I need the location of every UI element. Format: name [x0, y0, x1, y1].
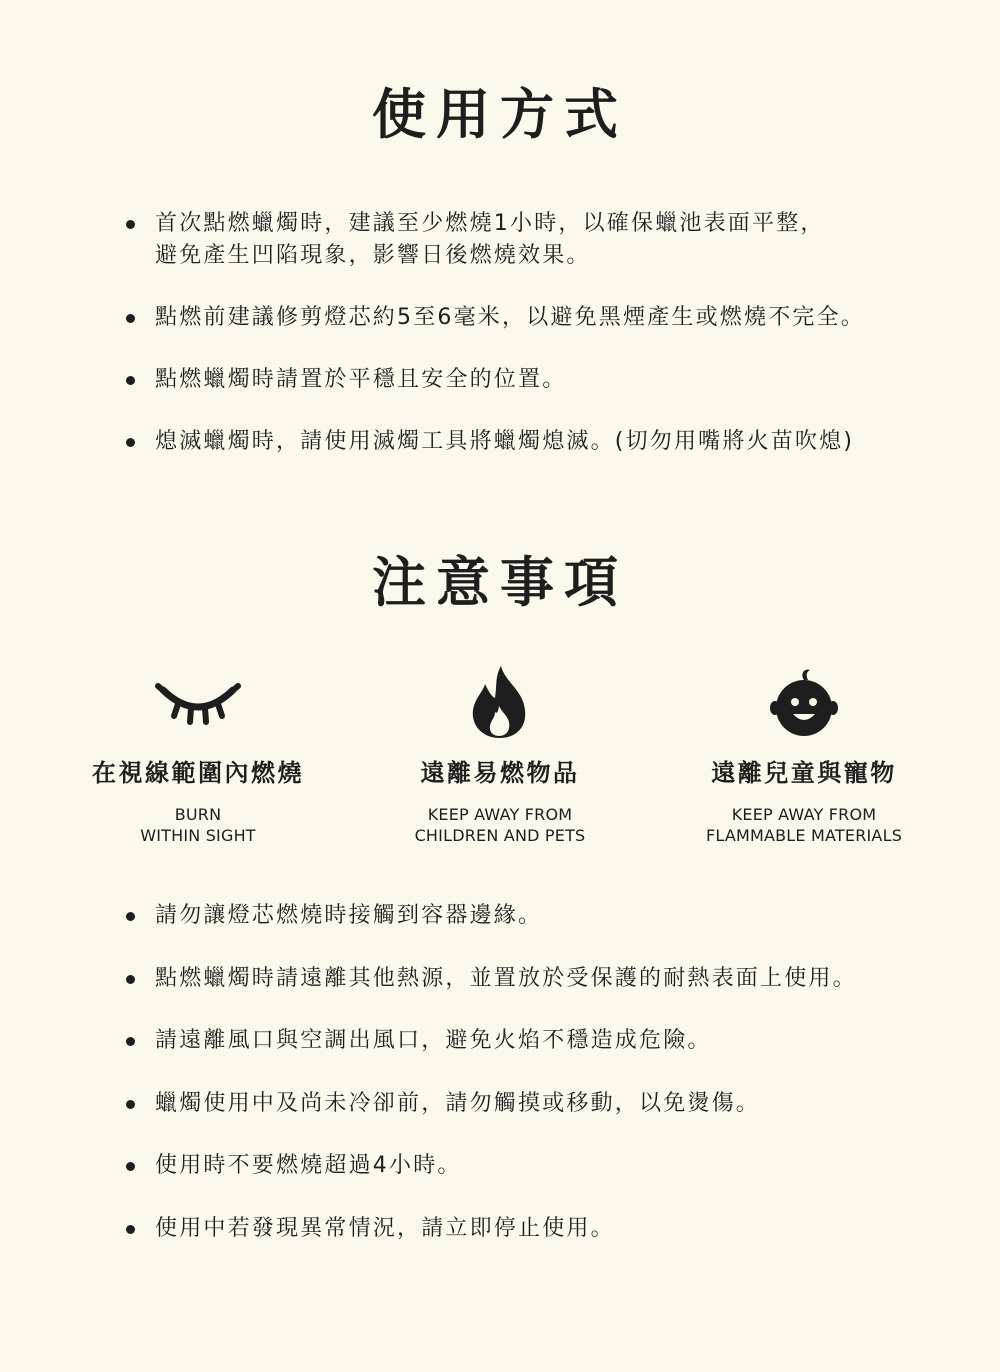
list-item: [120, 208, 900, 272]
bullet-dot-icon: [126, 1100, 135, 1109]
list-item: [120, 963, 900, 995]
list-item-text: 避免產生凹陷現象，影響日後燃燒效果。: [155, 243, 591, 268]
list-item-text: 使用中若發現異常情況，請立即停止使用。: [155, 1215, 615, 1241]
bullet-dot-icon: [126, 912, 135, 921]
caution-label-en-line: CHILDREN AND PETS: [414, 826, 586, 845]
list-item-text: 請遠離風口與空調出風口，避免火焰不穩造成危險。: [155, 1028, 712, 1053]
bullet-dot-icon: [126, 1162, 135, 1171]
bullet-dot-icon: [126, 1037, 135, 1046]
bullet-dot-icon: [126, 314, 135, 323]
caution-label-en: [644, 804, 964, 846]
caution-label-cn: 遠離兒童與寵物: [711, 759, 897, 787]
bullet-dot-icon: [126, 438, 135, 447]
caution-label-cn: 在視線範圍內燃燒: [92, 759, 304, 787]
caution-icon-card-children: [644, 662, 964, 846]
caution-label-en: [38, 804, 358, 846]
bullet-dot-icon: [126, 1225, 135, 1234]
list-item: [120, 1088, 900, 1120]
list-item-text: 熄滅蠟燭時，請使用滅燭工具將蠟燭熄滅。(切勿用嘴將火苗吹熄): [155, 429, 855, 454]
bullet-dot-icon: [126, 975, 135, 984]
flame-icon: [465, 662, 535, 742]
baby-face-icon: [764, 662, 844, 742]
caution-label-en: [340, 804, 660, 846]
list-item: [120, 1213, 900, 1245]
list-item-text: 請勿讓燈芯燃燒時接觸到容器邊緣。: [155, 903, 543, 928]
caution-label-en-line: FLAMMABLE MATERIALS: [705, 826, 903, 845]
list-item-text: 蠟燭使用中及尚未冷卻前，請勿觸摸或移動，以免燙傷。: [155, 1090, 761, 1116]
list-item-text: 首次點燃蠟燭時，建議至少燃燒1小時，以確保蠟池表面平整，: [155, 211, 825, 236]
caution-icon-card-flammable: [340, 662, 660, 846]
caution-icon-card-sight: [38, 662, 358, 846]
list-item-text: 點燃前建議修剪燈芯約5至6毫米，以避免黑煙產生或燃燒不完全。: [155, 305, 865, 330]
caution-title: 注意事項: [372, 551, 628, 614]
caution-list: [120, 900, 900, 1275]
list-item: [120, 364, 900, 396]
usage-title: 使用方式: [372, 83, 628, 146]
list-item: [120, 426, 900, 458]
caution-label-en-line: KEEP AWAY FROM: [427, 805, 573, 824]
list-item-text: 點燃蠟燭時請置於平穩且安全的位置。: [155, 367, 567, 392]
list-item: [120, 1025, 900, 1057]
caution-label-en-line: KEEP AWAY FROM: [731, 805, 877, 824]
caution-label-en-line: WITHIN SIGHT: [140, 826, 256, 845]
eye-closed-icon: [153, 662, 243, 742]
list-item-text: 使用時不要燃燒超過4小時。: [155, 1153, 462, 1178]
caution-label-en-line: BURN: [174, 805, 222, 824]
list-item: [120, 302, 900, 334]
list-item: [120, 1150, 900, 1182]
list-item-text: 點燃蠟燭時請遠離其他熱源，並置放於受保護的耐熱表面上使用。: [155, 965, 857, 991]
bullet-dot-icon: [126, 220, 135, 229]
usage-list: [120, 208, 900, 488]
list-item: [120, 900, 900, 932]
bullet-dot-icon: [126, 376, 135, 385]
caution-label-cn: 遠離易燃物品: [420, 759, 580, 787]
